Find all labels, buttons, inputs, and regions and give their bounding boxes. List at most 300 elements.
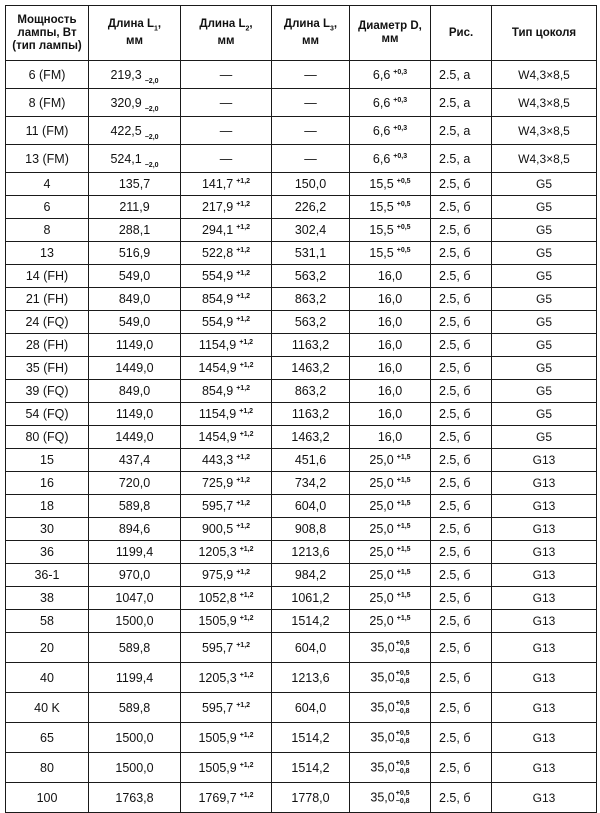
cell-length-l2 xyxy=(181,219,272,242)
diameter-value: 25,0 xyxy=(369,453,394,467)
cell-figure xyxy=(431,723,492,753)
power-value: 6 (FM) xyxy=(28,67,66,82)
diameter-value: 35,0 xyxy=(370,789,395,804)
cell-figure xyxy=(431,265,492,288)
l2-tolerance: +1,2 xyxy=(236,385,251,392)
table-row xyxy=(6,693,597,723)
diameter-value: 6,6 xyxy=(372,123,391,138)
l1-value: 589,8 xyxy=(118,499,151,513)
cell-diameter xyxy=(350,633,431,663)
cell-base-type xyxy=(492,265,597,288)
l1-value: 1199,4 xyxy=(115,670,154,685)
l2-value: 595,7 xyxy=(201,700,234,715)
base-type-value: W4,3×8,5 xyxy=(518,95,570,110)
l2-value: 141,7 xyxy=(201,177,234,191)
figure-value: 2.5, б xyxy=(439,700,471,715)
power-value: 39 (FQ) xyxy=(25,384,69,398)
l1-value: 1500,0 xyxy=(115,730,154,745)
l1-value: 135,7 xyxy=(118,177,151,191)
cell-length-l1 xyxy=(89,518,181,541)
diameter-value: 25,0 xyxy=(369,568,394,582)
cell-figure xyxy=(431,145,492,173)
cell-figure xyxy=(431,564,492,587)
cell-diameter xyxy=(350,472,431,495)
table-row xyxy=(6,426,597,449)
l3-value: — xyxy=(304,151,317,166)
diameter-value: 25,0 xyxy=(369,522,394,536)
diameter-tolerance: +1,5 xyxy=(396,592,411,599)
l3-value: 563,2 xyxy=(294,269,327,283)
l2-value: 854,9 xyxy=(201,384,234,398)
l3-value: 1463,2 xyxy=(291,430,330,444)
table-row xyxy=(6,541,597,564)
cell-diameter xyxy=(350,783,431,813)
figure-value: 2.5, б xyxy=(439,430,471,444)
cell-length-l1 xyxy=(89,334,181,357)
l1-value: 320,9 xyxy=(110,95,142,110)
figure-value: 2.5, б xyxy=(439,730,471,745)
cell-base-type xyxy=(492,196,597,219)
figure-value: 2.5, б xyxy=(439,361,471,375)
power-value: 11 (FM) xyxy=(25,123,69,138)
figure-value: 2.5, б xyxy=(439,545,471,559)
power-value: 6 xyxy=(43,200,51,214)
cell-length-l1 xyxy=(89,663,181,693)
cell-length-l2 xyxy=(181,196,272,219)
diameter-value: 16,0 xyxy=(377,384,403,398)
power-value: 8 xyxy=(43,223,51,237)
cell-length-l2 xyxy=(181,380,272,403)
cell-power xyxy=(6,380,89,403)
cell-power xyxy=(6,265,89,288)
cell-figure xyxy=(431,242,492,265)
cell-power xyxy=(6,564,89,587)
cell-figure xyxy=(431,610,492,633)
cell-length-l2 xyxy=(181,472,272,495)
l3-value: 1163,2 xyxy=(291,407,330,421)
l2-value: 854,9 xyxy=(201,292,234,306)
power-value: 40 K xyxy=(34,700,60,715)
base-type-value: G13 xyxy=(532,522,556,536)
table-row xyxy=(6,173,597,196)
cell-figure xyxy=(431,783,492,813)
cell-length-l2 xyxy=(181,587,272,610)
header-l3-sub: 3 xyxy=(330,25,334,33)
cell-diameter xyxy=(350,693,431,723)
cell-power xyxy=(6,472,89,495)
table-row xyxy=(6,587,597,610)
cell-figure xyxy=(431,753,492,783)
l3-value: 451,6 xyxy=(294,453,327,467)
cell-length-l3 xyxy=(272,723,350,753)
cell-length-l2 xyxy=(181,265,272,288)
l2-value: 975,9 xyxy=(201,568,234,582)
base-type-value: G13 xyxy=(532,453,556,467)
diameter-value: 6,6 xyxy=(372,95,391,110)
cell-length-l1 xyxy=(89,541,181,564)
l3-value: 302,4 xyxy=(294,223,327,237)
table-row xyxy=(6,564,597,587)
l3-value: 1213,6 xyxy=(291,545,330,559)
cell-length-l3 xyxy=(272,357,350,380)
l2-value: 1205,3 xyxy=(198,670,237,685)
cell-power xyxy=(6,334,89,357)
l1-value: 849,0 xyxy=(118,292,151,306)
l1-tolerance: −2,0 xyxy=(144,77,159,85)
cell-power xyxy=(6,288,89,311)
l3-value: 863,2 xyxy=(294,384,327,398)
cell-figure xyxy=(431,663,492,693)
base-type-value: G5 xyxy=(535,315,552,329)
diameter-value: 25,0 xyxy=(369,476,394,490)
cell-power xyxy=(6,633,89,663)
l2-tolerance: +1,2 xyxy=(239,546,254,553)
power-value: 21 (FH) xyxy=(25,292,69,306)
l2-value: 1454,9 xyxy=(198,361,237,375)
l3-value: 863,2 xyxy=(294,292,327,306)
table-row xyxy=(6,472,597,495)
cell-base-type xyxy=(492,693,597,723)
cell-diameter xyxy=(350,311,431,334)
base-type-value: G13 xyxy=(532,640,556,655)
cell-power xyxy=(6,173,89,196)
l3-value: — xyxy=(304,123,317,138)
cell-length-l1 xyxy=(89,117,181,145)
cell-base-type xyxy=(492,426,597,449)
l2-value: 900,5 xyxy=(201,522,234,536)
l2-value: 1205,3 xyxy=(198,545,237,559)
l3-value: 908,8 xyxy=(294,522,327,536)
cell-figure xyxy=(431,357,492,380)
cell-base-type xyxy=(492,449,597,472)
cell-length-l1 xyxy=(89,495,181,518)
power-value: 65 xyxy=(40,730,54,745)
cell-length-l3 xyxy=(272,472,350,495)
l2-value: 1505,9 xyxy=(198,730,237,745)
table-body xyxy=(6,61,597,813)
l3-value: — xyxy=(304,95,317,110)
l1-tolerance: −2,0 xyxy=(144,105,159,113)
cell-length-l2 xyxy=(181,541,272,564)
table-row xyxy=(6,633,597,663)
power-value: 80 (FQ) xyxy=(25,430,69,444)
cell-length-l3 xyxy=(272,145,350,173)
header-figure: Рис. xyxy=(431,6,492,61)
base-type-value: G5 xyxy=(535,200,552,214)
l2-tolerance: +1,2 xyxy=(239,592,254,599)
cell-diameter xyxy=(350,61,431,89)
cell-length-l1 xyxy=(89,219,181,242)
header-diameter xyxy=(350,6,431,61)
l2-tolerance: +1,2 xyxy=(236,247,251,254)
diameter-tolerance: +0,5 xyxy=(396,247,411,254)
l2-tolerance: +1,2 xyxy=(236,701,251,709)
diameter-value: 16,0 xyxy=(377,315,403,329)
figure-value: 2.5, a xyxy=(439,151,471,166)
diameter-tolerance-upper: +0,5 xyxy=(395,639,410,647)
diameter-tolerance: +0,3 xyxy=(393,96,408,104)
table-row xyxy=(6,753,597,783)
l1-value: 288,1 xyxy=(118,223,151,237)
cell-length-l2 xyxy=(181,663,272,693)
diameter-tolerance-upper: +0,5 xyxy=(395,789,410,797)
cell-length-l2 xyxy=(181,311,272,334)
cell-power xyxy=(6,403,89,426)
cell-diameter xyxy=(350,426,431,449)
cell-length-l2 xyxy=(181,723,272,753)
l2-value: — xyxy=(219,151,233,166)
cell-length-l3 xyxy=(272,449,350,472)
table-row xyxy=(6,145,597,173)
l3-value: 1514,2 xyxy=(291,730,330,745)
diameter-tolerance-lower: −0,8 xyxy=(395,767,410,775)
cell-length-l3 xyxy=(272,219,350,242)
header-l2-unit: мм xyxy=(217,35,235,48)
cell-diameter xyxy=(350,587,431,610)
cell-length-l1 xyxy=(89,426,181,449)
power-value: 24 (FQ) xyxy=(25,315,69,329)
l2-tolerance: +1,2 xyxy=(236,454,251,461)
l3-value: 531,1 xyxy=(294,246,327,260)
header-power-line-2: лампы, Вт xyxy=(17,26,77,39)
header-diameter-text: Диаметр D, xyxy=(358,20,422,32)
l2-value: 1505,9 xyxy=(198,614,237,628)
cell-length-l2 xyxy=(181,495,272,518)
header-l3-text: Длина L xyxy=(283,17,331,30)
cell-base-type xyxy=(492,288,597,311)
cell-length-l3 xyxy=(272,89,350,117)
l3-value: 226,2 xyxy=(294,200,327,214)
table-row xyxy=(6,380,597,403)
table-row xyxy=(6,518,597,541)
cell-length-l1 xyxy=(89,89,181,117)
table-row xyxy=(6,117,597,145)
power-value: 36-1 xyxy=(34,568,60,582)
cell-base-type xyxy=(492,403,597,426)
cell-length-l2 xyxy=(181,357,272,380)
diameter-tolerance xyxy=(396,700,410,716)
diameter-tolerance-upper: +0,5 xyxy=(395,729,410,737)
cell-length-l2 xyxy=(181,449,272,472)
l3-value: — xyxy=(304,67,317,82)
table-row xyxy=(6,334,597,357)
figure-value: 2.5, б xyxy=(439,568,471,582)
cell-figure xyxy=(431,311,492,334)
base-type-value: G5 xyxy=(535,269,552,283)
l2-tolerance: +1,2 xyxy=(236,224,251,231)
figure-value: 2.5, б xyxy=(439,499,471,513)
l1-value: 1149,0 xyxy=(115,407,154,421)
cell-length-l1 xyxy=(89,196,181,219)
cell-base-type xyxy=(492,610,597,633)
cell-diameter xyxy=(350,564,431,587)
l1-value: 894,6 xyxy=(118,522,151,536)
cell-length-l2 xyxy=(181,117,272,145)
cell-length-l3 xyxy=(272,173,350,196)
l1-value: 524,1 xyxy=(110,151,142,166)
cell-length-l2 xyxy=(181,426,272,449)
cell-figure xyxy=(431,219,492,242)
figure-value: 2.5, б xyxy=(439,670,471,685)
figure-value: 2.5, б xyxy=(439,246,471,260)
cell-length-l3 xyxy=(272,196,350,219)
cell-length-l3 xyxy=(272,518,350,541)
l1-value: 1449,0 xyxy=(115,361,154,375)
cell-length-l3 xyxy=(272,334,350,357)
cell-base-type xyxy=(492,242,597,265)
base-type-value: W4,3×8,5 xyxy=(518,67,570,82)
l2-tolerance: +1,2 xyxy=(236,178,251,185)
power-value: 80 xyxy=(40,760,54,775)
l2-value: 443,3 xyxy=(201,453,234,467)
cell-length-l3 xyxy=(272,753,350,783)
cell-power xyxy=(6,495,89,518)
cell-figure xyxy=(431,196,492,219)
cell-base-type xyxy=(492,564,597,587)
table-row xyxy=(6,89,597,117)
power-value: 54 (FQ) xyxy=(25,407,69,421)
figure-value: 2.5, a xyxy=(439,67,471,82)
header-power-line-3: (тип лампы) xyxy=(12,39,82,52)
cell-diameter xyxy=(350,380,431,403)
cell-base-type xyxy=(492,357,597,380)
power-value: 8 (FM) xyxy=(28,95,66,110)
header-l2-text: Длина L xyxy=(199,17,246,30)
cell-length-l3 xyxy=(272,265,350,288)
cell-figure xyxy=(431,472,492,495)
power-value: 13 xyxy=(40,246,54,260)
cell-length-l1 xyxy=(89,564,181,587)
cell-figure xyxy=(431,495,492,518)
base-type-value: G13 xyxy=(532,730,556,745)
table-row xyxy=(6,449,597,472)
l2-value: — xyxy=(219,123,233,138)
cell-length-l2 xyxy=(181,518,272,541)
cell-length-l3 xyxy=(272,610,350,633)
header-length-l2: Длина $L_2$, мм xyxy=(181,6,272,61)
power-value: 30 xyxy=(40,522,54,536)
cell-figure xyxy=(431,693,492,723)
cell-base-type xyxy=(492,518,597,541)
figure-value: 2.5, б xyxy=(439,384,471,398)
diameter-tolerance: +1,5 xyxy=(396,615,411,622)
cell-length-l3 xyxy=(272,242,350,265)
l2-value: 522,8 xyxy=(201,246,234,260)
diameter-value: 25,0 xyxy=(369,499,394,513)
base-type-value: G13 xyxy=(532,700,556,715)
power-value: 28 (FH) xyxy=(25,338,69,352)
diameter-value: 25,0 xyxy=(369,545,394,559)
cell-length-l1 xyxy=(89,145,181,173)
cell-power xyxy=(6,783,89,813)
diameter-tolerance-upper: +0,5 xyxy=(395,669,410,677)
diameter-value: 16,0 xyxy=(377,407,403,421)
diameter-value: 35,0 xyxy=(370,669,395,684)
l2-tolerance: +1,2 xyxy=(239,408,254,415)
cell-length-l2 xyxy=(181,610,272,633)
cell-base-type xyxy=(492,663,597,693)
diameter-value: 25,0 xyxy=(369,614,394,628)
cell-base-type xyxy=(492,753,597,783)
diameter-value: 25,0 xyxy=(369,591,394,605)
cell-figure xyxy=(431,587,492,610)
cell-power xyxy=(6,311,89,334)
cell-length-l1 xyxy=(89,633,181,663)
cell-power xyxy=(6,117,89,145)
cell-length-l1 xyxy=(89,723,181,753)
base-type-value: G13 xyxy=(532,670,556,685)
cell-length-l2 xyxy=(181,145,272,173)
l1-value: 1500,0 xyxy=(115,760,154,775)
cell-length-l1 xyxy=(89,753,181,783)
power-value: 36 xyxy=(40,545,54,559)
cell-diameter xyxy=(350,357,431,380)
cell-diameter xyxy=(350,663,431,693)
l1-value: 589,8 xyxy=(118,700,151,715)
cell-power xyxy=(6,219,89,242)
diameter-value: 15,5 xyxy=(369,200,394,214)
l1-value: 516,9 xyxy=(118,246,151,260)
cell-power xyxy=(6,449,89,472)
cell-base-type xyxy=(492,633,597,663)
l3-value: 150,0 xyxy=(294,177,327,191)
cell-base-type xyxy=(492,61,597,89)
cell-length-l2 xyxy=(181,403,272,426)
cell-length-l1 xyxy=(89,693,181,723)
cell-length-l1 xyxy=(89,403,181,426)
l2-tolerance: +1,2 xyxy=(236,641,251,649)
cell-length-l3 xyxy=(272,380,350,403)
l2-tolerance: +1,2 xyxy=(239,671,254,679)
cell-length-l2 xyxy=(181,288,272,311)
diameter-tolerance: +0,3 xyxy=(393,152,408,160)
diameter-tolerance: +1,5 xyxy=(396,523,411,530)
diameter-tolerance-lower: −0,8 xyxy=(395,647,410,655)
diameter-tolerance: +0,3 xyxy=(393,124,408,132)
l1-value: 720,0 xyxy=(118,476,151,490)
diameter-value: 35,0 xyxy=(370,729,395,744)
diameter-tolerance-upper: +0,5 xyxy=(395,699,410,707)
figure-value: 2.5, б xyxy=(439,269,471,283)
base-type-value: G5 xyxy=(535,223,552,237)
figure-value: 2.5, a xyxy=(439,123,471,138)
cell-length-l3 xyxy=(272,564,350,587)
cell-figure xyxy=(431,89,492,117)
diameter-value: 16,0 xyxy=(377,269,403,283)
power-value: 40 xyxy=(40,670,54,685)
cell-diameter xyxy=(350,89,431,117)
diameter-tolerance: +0,5 xyxy=(396,178,411,185)
cell-length-l1 xyxy=(89,380,181,403)
diameter-tolerance: +1,5 xyxy=(396,500,411,507)
figure-value: 2.5, б xyxy=(439,177,471,191)
figure-value: 2.5, a xyxy=(439,95,471,110)
l2-tolerance: +1,2 xyxy=(239,615,254,622)
cell-base-type xyxy=(492,311,597,334)
l1-value: 549,0 xyxy=(118,269,151,283)
cell-length-l1 xyxy=(89,472,181,495)
cell-figure xyxy=(431,449,492,472)
l2-tolerance: +1,2 xyxy=(239,761,254,769)
figure-value: 2.5, б xyxy=(439,790,471,805)
l1-value: 219,3 xyxy=(110,67,142,82)
cell-figure xyxy=(431,380,492,403)
lamp-dimensions-table xyxy=(5,5,597,813)
cell-length-l1 xyxy=(89,311,181,334)
diameter-tolerance: +1,5 xyxy=(396,546,411,553)
cell-power xyxy=(6,242,89,265)
base-type-value: G5 xyxy=(535,407,552,421)
